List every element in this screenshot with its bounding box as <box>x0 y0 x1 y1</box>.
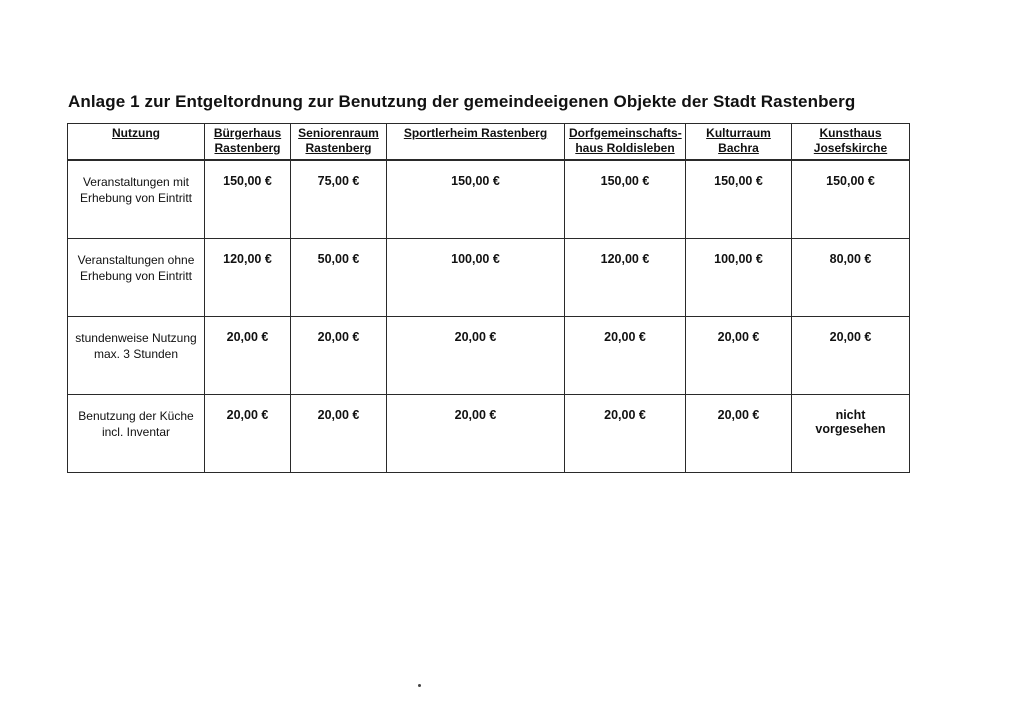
price-cell: 120,00 € <box>205 239 291 317</box>
header-seniorenraum <box>291 124 387 161</box>
price-cell: 80,00 € <box>792 239 910 317</box>
price-cell: 120,00 € <box>565 239 686 317</box>
price-cell: 150,00 € <box>686 160 792 239</box>
price-line2: vorgesehen <box>815 422 886 436</box>
table-row <box>68 160 910 239</box>
price-cell: 20,00 € <box>291 395 387 473</box>
price-cell: 75,00 € <box>291 160 387 239</box>
price-cell: 150,00 € <box>565 160 686 239</box>
header-usage-label: Nutzung <box>112 126 160 140</box>
price-cell: 20,00 € <box>565 317 686 395</box>
header-kulturraum-line2: Bachra <box>718 141 759 155</box>
price-cell: 20,00 € <box>686 317 792 395</box>
price-line1: nicht <box>835 408 866 422</box>
usage-line1: stundenweise Nutzung <box>75 331 197 345</box>
usage-line2: incl. Inventar <box>101 425 171 439</box>
price-cell: 20,00 € <box>792 317 910 395</box>
header-dorfgemeinschaftshaus-line1: Dorfgemeinschafts- <box>569 126 682 140</box>
price-cell: 50,00 € <box>291 239 387 317</box>
scan-artifact-dot <box>418 684 421 687</box>
header-seniorenraum-line1: Seniorenraum <box>298 126 379 140</box>
header-buergerhaus-line2: Rastenberg <box>214 141 281 155</box>
header-sportlerheim-line1: Sportlerheim Rastenberg <box>403 126 548 140</box>
price-cell: 20,00 € <box>205 395 291 473</box>
header-buergerhaus-line1: Bürgerhaus <box>213 126 282 140</box>
price-cell: 100,00 € <box>686 239 792 317</box>
price-cell: 20,00 € <box>205 317 291 395</box>
price-cell: 20,00 € <box>565 395 686 473</box>
price-cell: 150,00 € <box>792 160 910 239</box>
header-dorfgemeinschaftshaus <box>565 124 686 161</box>
document-title: Anlage 1 zur Entgeltordnung zur Benutzung der gemeindeeigenen Objekte der Stadt Rastenberg <box>68 92 856 111</box>
usage-line1: Veranstaltungen ohne <box>77 253 195 267</box>
price-cell: 20,00 € <box>387 317 565 395</box>
usage-cell <box>68 160 205 239</box>
price-cell-multiline <box>792 395 910 473</box>
usage-cell <box>68 395 205 473</box>
usage-line1: Benutzung der Küche <box>78 409 194 423</box>
header-kunsthaus-line2: Josefskirche <box>813 141 888 155</box>
usage-line1: Veranstaltungen mit <box>82 175 190 189</box>
usage-cell <box>68 239 205 317</box>
header-sportlerheim <box>387 124 565 161</box>
header-kulturraum-line1: Kulturraum <box>706 126 771 140</box>
usage-line2: max. 3 Stunden <box>93 347 179 361</box>
header-buergerhaus <box>205 124 291 161</box>
header-kunsthaus <box>792 124 910 161</box>
header-seniorenraum-line2: Rastenberg <box>305 141 372 155</box>
price-cell: 20,00 € <box>291 317 387 395</box>
price-cell: 100,00 € <box>387 239 565 317</box>
price-cell: 20,00 € <box>686 395 792 473</box>
header-dorfgemeinschaftshaus-line2: haus Roldisleben <box>575 141 675 155</box>
price-cell: 150,00 € <box>205 160 291 239</box>
fee-table <box>67 123 910 473</box>
usage-line2: Erhebung von Eintritt <box>79 191 193 205</box>
header-kunsthaus-line1: Kunsthaus <box>819 126 882 140</box>
table-row <box>68 395 910 473</box>
table-header-row <box>68 124 910 161</box>
table-row <box>68 317 910 395</box>
table-row <box>68 239 910 317</box>
header-usage <box>68 124 205 161</box>
header-kulturraum <box>686 124 792 161</box>
price-cell: 150,00 € <box>387 160 565 239</box>
usage-cell <box>68 317 205 395</box>
price-cell: 20,00 € <box>387 395 565 473</box>
usage-line2: Erhebung von Eintritt <box>79 269 193 283</box>
